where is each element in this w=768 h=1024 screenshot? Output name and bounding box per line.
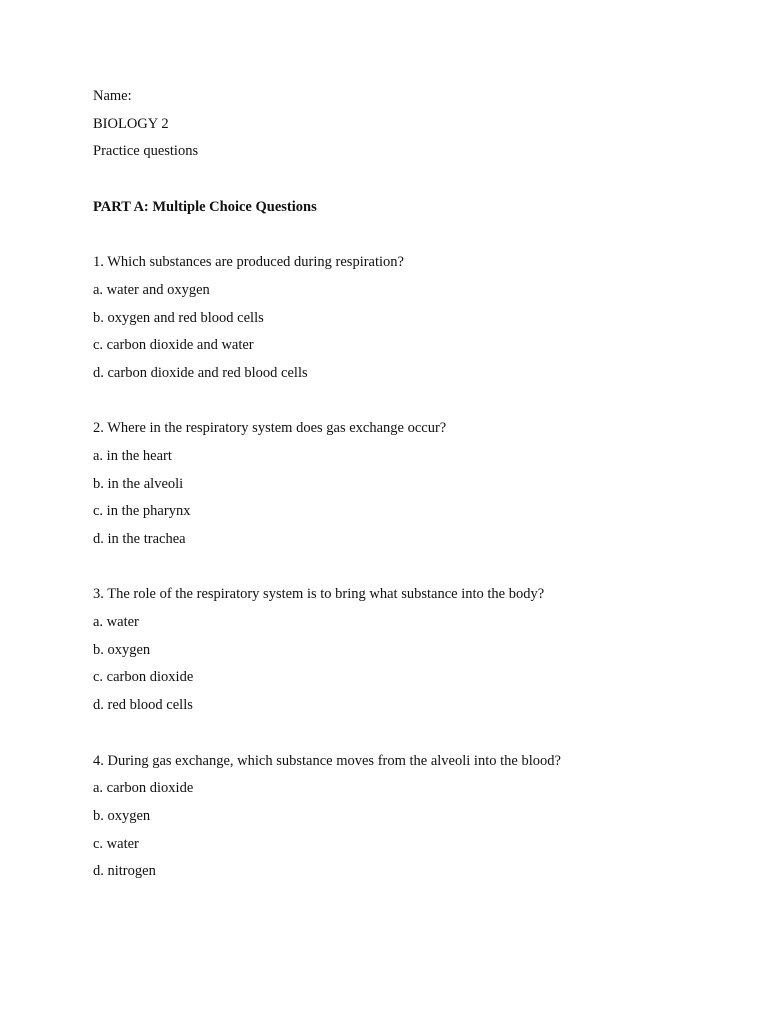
worksheet-page: [93, 86, 733, 889]
answer-option: c. carbon dioxide and water: [93, 337, 254, 354]
answer-option: a. water: [93, 614, 139, 631]
question-text: 1. Which substances are produced during respiration?: [93, 254, 404, 271]
question-3: [93, 584, 733, 715]
question-text: 4. During gas exchange, which substance moves from the alveoli into the blood?: [93, 752, 561, 769]
answer-option: d. carbon dioxide and red blood cells: [93, 364, 308, 381]
question-2: [93, 418, 733, 549]
answer-option: a. water and oxygen: [93, 281, 210, 298]
answer-option: b. oxygen and red blood cells: [93, 309, 264, 326]
spacer: [93, 557, 733, 585]
answer-option: b. in the alveoli: [93, 475, 184, 492]
spacer: [93, 723, 733, 751]
question-1: [93, 252, 733, 383]
spacer: [93, 391, 733, 419]
answer-option: c. in the pharynx: [93, 503, 191, 520]
name-label: Name:: [93, 88, 132, 104]
question-text: 3. The role of the respiratory system is to bring what substance into the body?: [93, 586, 545, 603]
answer-option: d. in the trachea: [93, 531, 186, 547]
course-title: BIOLOGY 2: [93, 115, 169, 132]
answer-option: b. oxygen: [93, 641, 151, 658]
question-text: 2. Where in the respiratory system does gas exchange occur?: [93, 420, 447, 437]
part-a-heading: PART A: Multiple Choice Questions: [93, 198, 317, 215]
question-4: [93, 751, 733, 882]
spacer: [93, 224, 733, 252]
answer-option: a. carbon dioxide: [93, 780, 194, 797]
answer-option: d. nitrogen: [93, 863, 156, 880]
spacer: [93, 169, 733, 197]
worksheet-subtitle: Practice questions: [93, 143, 199, 160]
answer-option: d. red blood cells: [93, 697, 193, 714]
answer-option: c. water: [93, 835, 139, 852]
answer-option: c. carbon dioxide: [93, 669, 194, 686]
answer-option: b. oxygen: [93, 807, 151, 824]
answer-option: a. in the heart: [93, 447, 172, 464]
